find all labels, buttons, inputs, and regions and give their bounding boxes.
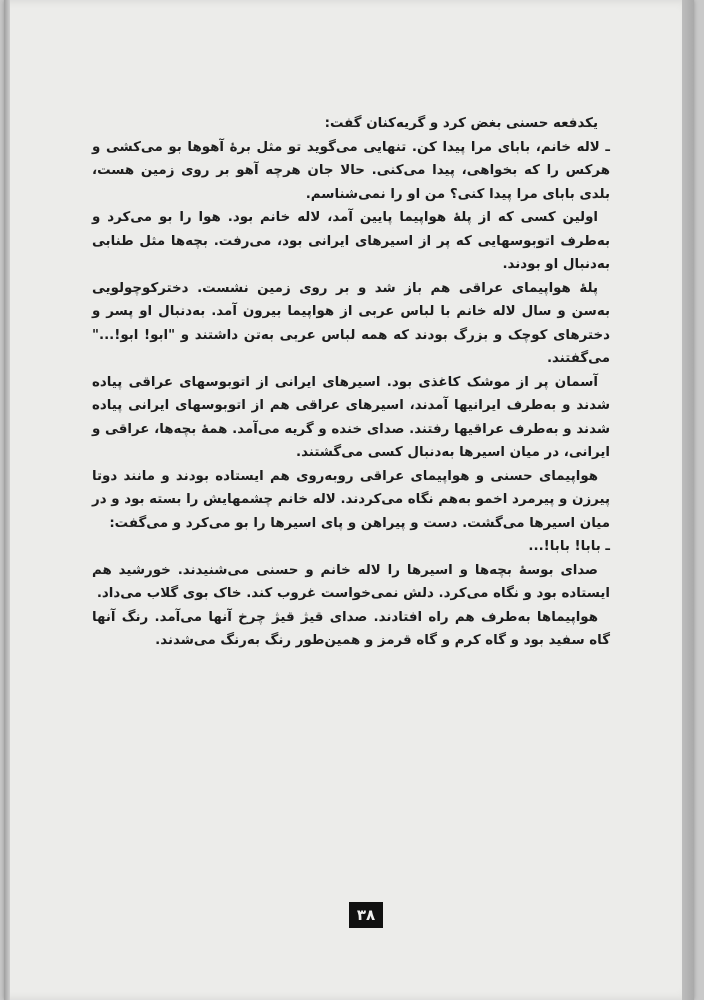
paragraph-8: صدای بوسهٔ بچه‌ها و اسیرها را لاله خانم و حسنی می‌شنیدند. خورشید هم ایستاده بود و نگاه می‌کرد. دلش نمی‌خواست غروب کند. خاک بوی گلاب می‌داد.: [92, 562, 610, 601]
paragraph-3: اولین کسی که از پلهٔ هواپیما پایین آمد، لاله خانم بود. هوا را بو می‌کرد و به‌طرف اتوبوسهایی که پر از اسیرهای ایرانی بود، می‌رفت. بچه‌ها مثل طنابی به‌دنبال او بودند.: [92, 210, 610, 272]
story-text: [92, 112, 610, 653]
paragraph-7: ـ بابا! بابا!...: [528, 539, 610, 554]
page-left-edge: [4, 0, 10, 1000]
book-page: [4, 0, 694, 1000]
paragraph-5: آسمان پر از موشک کاغذی بود. اسیرهای ایرانی از اتوبوسهای عراقی پیاده شدند و به‌طرف ایرانیها آمدند، اسیرهای عراقی هم از اتوبوسهای ایرانی پیاده شدند و به‌طرف عراقیها رفتند. صدای خنده و گریه می‌آمد. همهٔ بچه‌ها، عراقی و ایرانی، در میان اسیرها به‌دنبال کسی می‌گشتند.: [92, 374, 610, 460]
paragraph-2: ـ لاله خانم، بابای مرا پیدا کن. تنهایی می‌گوید تو مثل برهٔ آهوها بو می‌کشی و هرکس را که بخواهی، پیدا می‌کنی. حالا جان هرچه آهو بر روی زمین هست، بلدی بابای مرا پیدا کنی؟ من او را نمی‌شناسم.: [92, 139, 610, 202]
paragraph-9: هواپیماها به‌طرف هم راه افتادند. صدای قیژ قیژ چرخ آنها می‌آمد. رنگ آنها گاه سفید بود و گاه کرم و گاه قرمز و همین‌طور رنگ به‌رنگ می‌شدند.: [92, 609, 610, 648]
page-number: ۳۸: [349, 902, 383, 928]
page-right-edge: [682, 0, 694, 1000]
paragraph-1: یکدفعه حسنی بغض کرد و گریه‌کنان گفت:: [324, 116, 598, 131]
paragraph-4: پلهٔ هواپیمای عراقی هم باز شد و بر روی زمین نشست. دخترکوچولویی به‌سن و سال لاله خانم با لباس عربی از هواپیما بیرون آمد. به‌دنبال او پسر و دخترهای کوچک و بزرگ بودند که همه لباس عربی به‌تن داشتند و "ابو! ابو!..." می‌گفتند.: [92, 280, 610, 366]
paragraph-6: هواپیمای حسنی و هواپیمای عراقی روبه‌روی هم ایستاده بودند و مانند دوتا پیرزن و پیرمرد اخمو به‌هم نگاه می‌کردند. لاله خانم چشمهایش را بسته بود و در میان اسیرها می‌گشت. دست و پیراهن و پای اسیرها را بو می‌کرد و می‌گفت:: [92, 468, 610, 531]
